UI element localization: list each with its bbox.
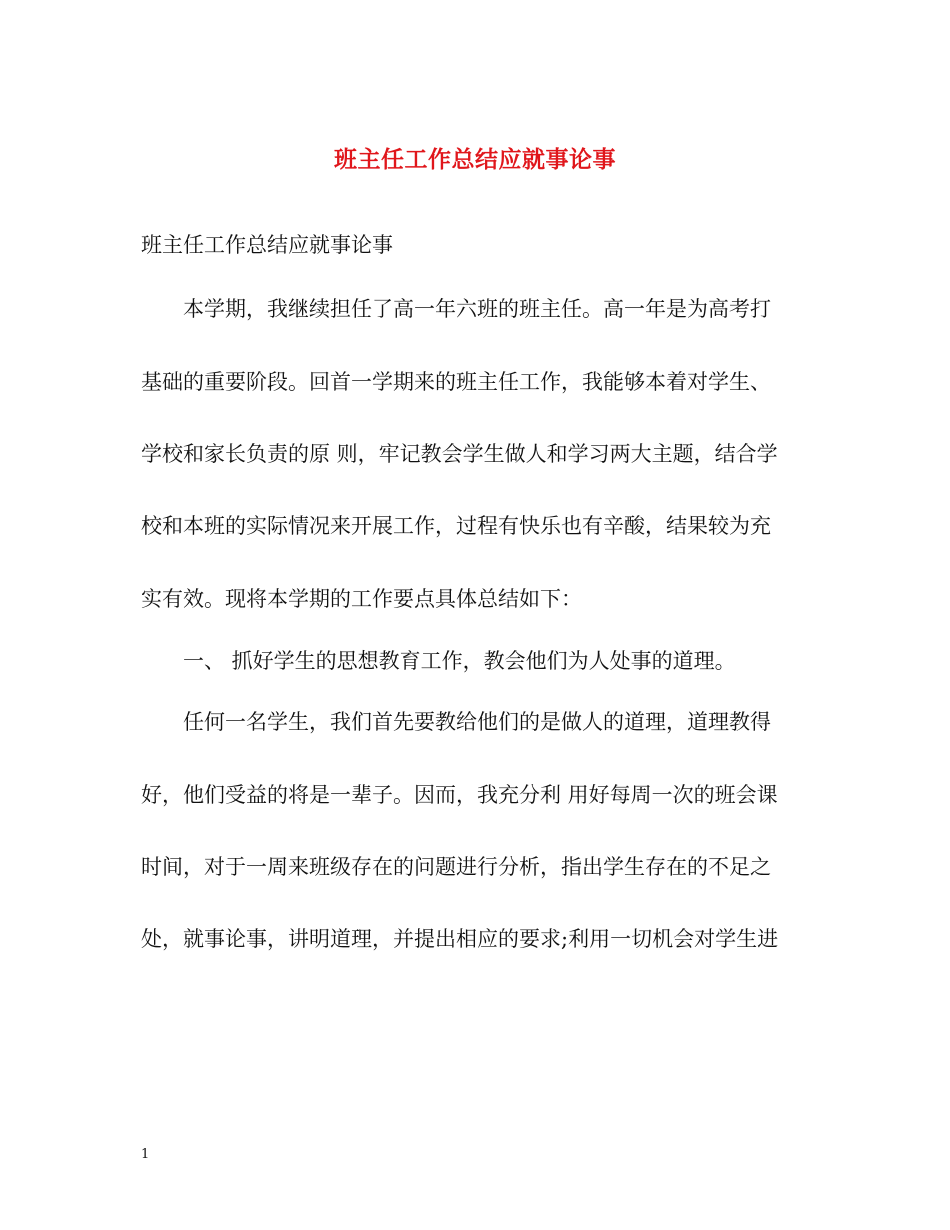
document-subtitle: 班主任工作总结应就事论事: [141, 233, 393, 257]
body-line-2: 基础的重要阶段。回首一学期来的班主任工作，我能够本着对学生、: [141, 370, 771, 394]
body-line-5: 实有效。现将本学期的工作要点具体总结如下：: [141, 587, 582, 611]
body-line-9: 时间，对于一周来班级存在的问题进行分析，指出学生存在的不足之: [141, 855, 771, 879]
body-line-1: 本学期，我继续担任了高一年六班的班主任。高一年是为高考打: [183, 297, 771, 321]
page-number: 1: [141, 1147, 150, 1162]
body-line-3: 学校和家长负责的原 则，牢记教会学生做人和学习两大主题，结合学: [141, 442, 778, 466]
body-line-7: 任何一名学生，我们首先要教给他们的是做人的道理，道理教得: [183, 710, 771, 734]
body-line-10: 处，就事论事，讲明道理，并提出相应的要求;利用一切机会对学生进: [141, 927, 779, 951]
document-title: 班主任工作总结应就事论事: [334, 146, 616, 173]
body-line-8: 好，他们受益的将是一辈子。因而，我充分利 用好每周一次的班会课: [141, 783, 778, 807]
body-line-4: 校和本班的实际情况来开展工作，过程有快乐也有辛酸，结果较为充: [141, 514, 771, 538]
section-heading-1: 一、 抓好学生的思想教育工作，教会他们为人处事的道理。: [183, 649, 736, 673]
